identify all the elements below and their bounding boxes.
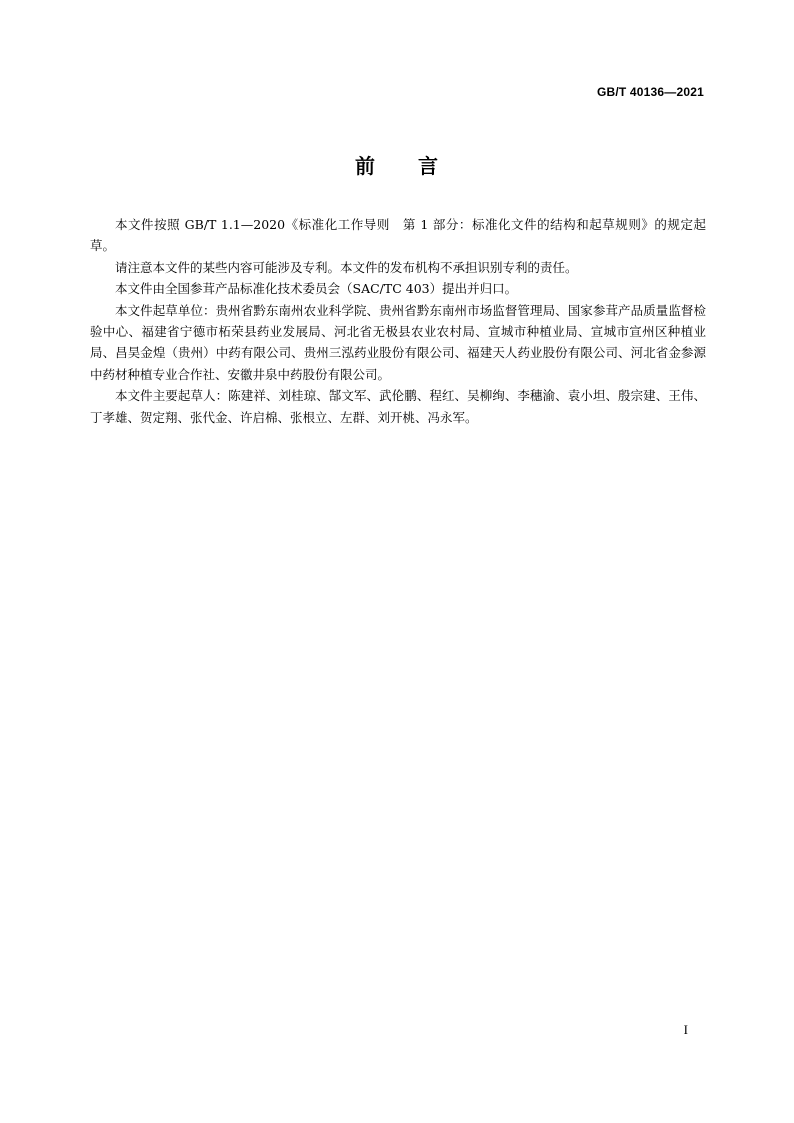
paragraph-drafters: 本文件主要起草人：陈建祥、刘桂琼、郜文军、武伦鹏、程红、吴柳绚、李穗渝、袁小坦、殷宗建、王伟、丁孝雄、贺定翔、张代金、许启棉、张根立、左群、刘开桃、冯永军。 — [90, 388, 706, 425]
paragraph-patent-notice: 请注意本文件的某些内容可能涉及专利。本文件的发布机构不承担识别专利的责任。 — [115, 259, 578, 275]
paragraph-proposer: 本文件由全国参茸产品标准化技术委员会（SAC/TC 403）提出并归口。 — [115, 281, 518, 297]
page-title — [0, 150, 794, 179]
standard-code: GB/T 40136—2021 — [596, 85, 704, 99]
foreword-body — [90, 214, 706, 428]
paragraph-drafting-rules: 本文件按照 GB/T 1.1—2020《标准化工作导则 第 1 部分：标准化文件的结构和起草规则》的规定起草。 — [90, 217, 706, 254]
title-char-1: 前 — [355, 154, 376, 178]
paragraph-drafting-units: 本文件起草单位：贵州省黔东南州农业科学院、贵州省黔东南州市场监督管理局、国家参茸产品质量监督检验中心、福建省宁德市柘荣县药业发展局、河北省无极县农业农村局、宣城市种植业局、宣城市宣州区种植业局、昌昊金煌（贵州）中药有限公司、贵州三泓药业股份有限公司、福建天人药业股份有限公司、河北省金参源中药材种植专业合作社、安徽井泉中药股份有限公司。 — [90, 302, 706, 382]
page-number: I — [683, 1022, 688, 1037]
title-char-2: 言 — [418, 154, 439, 178]
